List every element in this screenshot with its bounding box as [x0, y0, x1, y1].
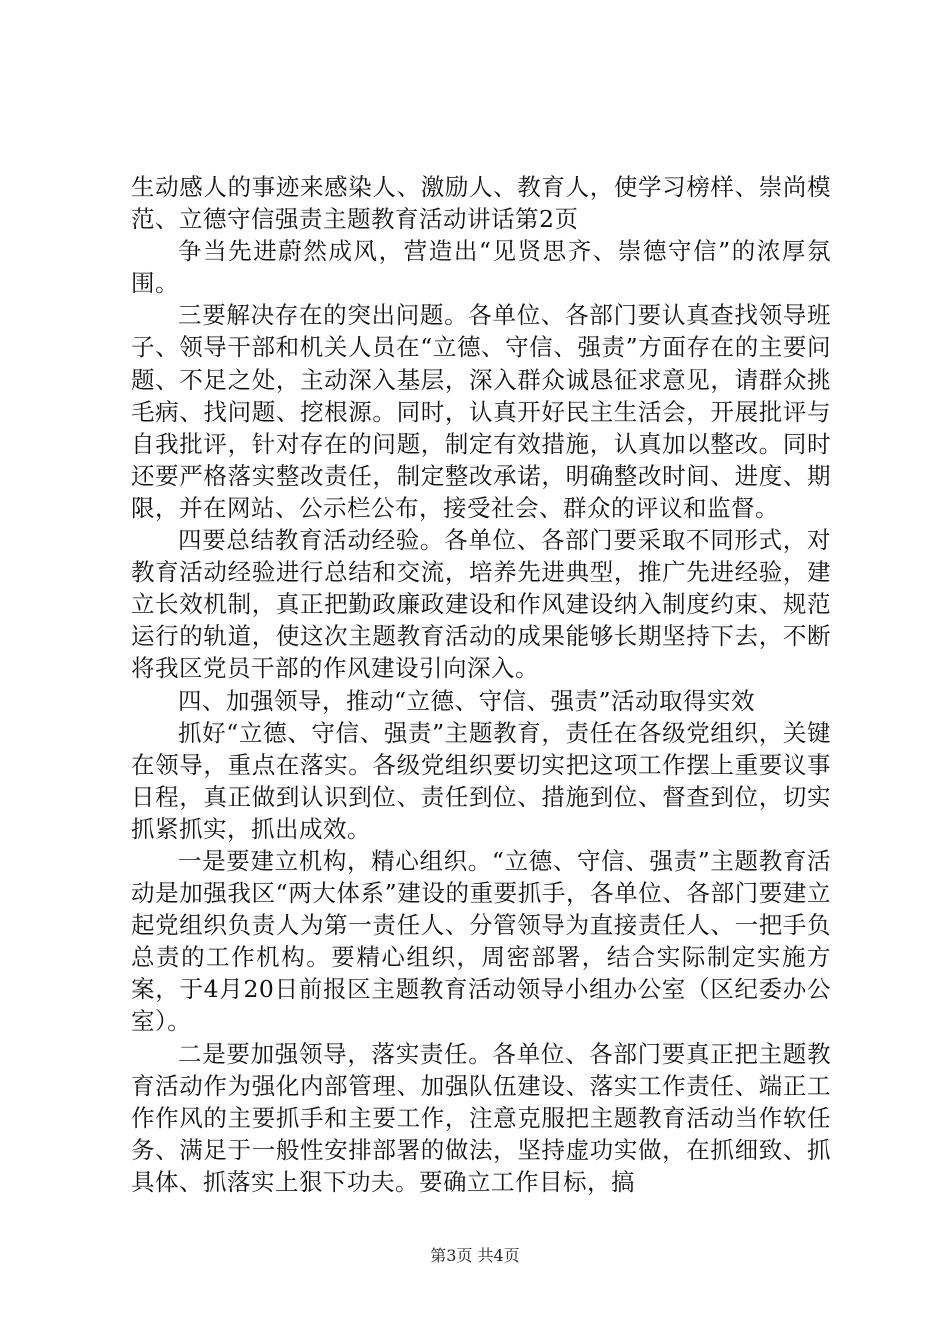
paragraph-7: 一是要建立机构，精心组织。“立德、守信、强责”主题教育活动是加强我区“两大体系”建设的重要抓手，各单位、各部门要建立起党组织负责人为第一责任人、分管领导为直接责任人、一把手负总责的工作机构。要精心组织，周密部署，结合实际制定实施方案，于4月20日前报区主题教育活动领导小组办公室（区纪委办公室）。 [131, 846, 831, 1036]
paragraph-4: 四要总结教育活动经验。各单位、各部门要采取不同形式，对教育活动经验进行总结和交流，培养先进典型，推广先进经验，建立长效机制，真正把勤政廉政建设和作风建设纳入制度约束、规范运行的轨道，使这次主题教育活动的成果能够长期坚持下去，不断将我区党员干部的作风建设引向深入。 [131, 526, 831, 683]
section-heading: 四、加强领导，推动“立德、守信、强责”活动取得实效 [178, 686, 756, 715]
page-footer: 第3页 共4页 [430, 1246, 520, 1265]
paragraph-8: 二是要加强领导，落实责任。各单位、各部门要真正把主题教育活动作为强化内部管理、加强队伍建设、落实工作责任、端正工作作风的主要抓手和主要工作，注意克服把主题教育活动当作软任务、满足于一般性安排部署的做法，坚持虚功实做，在抓细致、抓具体、抓落实上狠下功夫。要确立工作目标，搞 [131, 1039, 831, 1196]
document-body [131, 171, 831, 1198]
paragraph-1: 生动感人的事迹来感染人、激励人、教育人，使学习榜样、崇尚模范、立德守信强责主题教育活动讲话第2页 [131, 173, 831, 234]
paragraph-6: 抓好“立德、守信、强责”主题教育，责任在各级党组织，关键在领导，重点在落实。各级党组织要切实把这项工作摆上重要议事日程，真正做到认识到位、责任到位、措施到位、督查到位，切实抓紧抓实，抓出成效。 [131, 718, 831, 843]
paragraph-2: 争当先进蔚然成风，营造出“见贤思齐、崇德守信”的浓厚氛围。 [131, 237, 831, 298]
paragraph-3: 三要解决存在的突出问题。各单位、各部门要认真查找领导班子、领导干部和机关人员在“立德、守信、强责”方面存在的主要问题、不足之处，主动深入基层，深入群众诚恳征求意见，请群众挑毛病、找问题、挖根源。同时，认真开好民主生活会，开展批评与自我批评，针对存在的问题，制定有效措施，认真加以整改。同时还要严格落实整改责任，制定整改承诺，明确整改时间、进度、期限，并在网站、公示栏公布，接受社会、群众的评议和监督。 [131, 301, 831, 522]
